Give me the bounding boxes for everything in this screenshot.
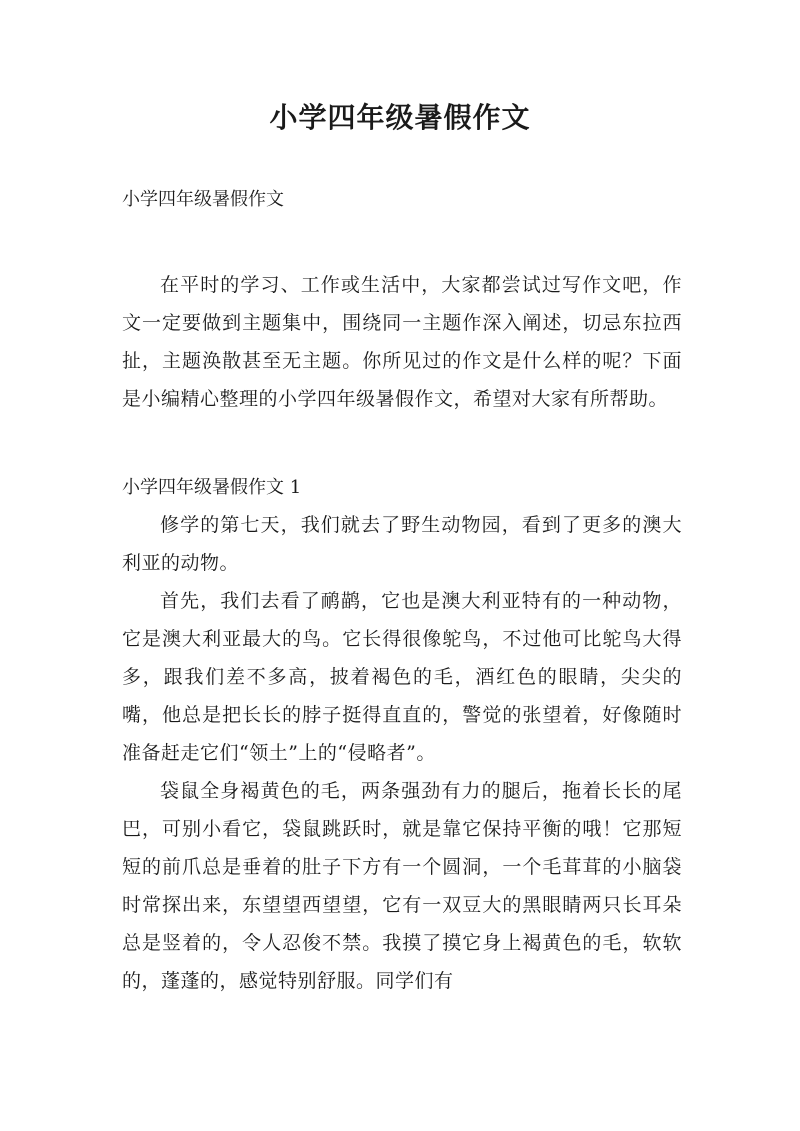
body-paragraph-3: 袋鼠全身褐黄色的毛，两条强劲有力的腿后，拖着长长的尾巴，可别小看它，袋鼠跳跃时，就是靠它保持平衡的哦！它那短短的前爪总是垂着的肚子下方有一个圆洞，一个毛茸茸的小脑袋时常探出来，东望望西望望，它有一双豆大的黑眼睛两只长耳朵总是竖着的，令人忍俊不禁。我摸了摸它身上褐黄色的毛，软软的，蓬蓬的，感觉特别舒服。同学们有 xyxy=(122,780,682,992)
section-heading: 小学四年级暑假作文 1 xyxy=(122,477,302,498)
document-body xyxy=(122,182,682,1000)
body-paragraph-1: 修学的第七天，我们就去了野生动物园，看到了更多的澳大利亚的动物。 xyxy=(122,514,682,574)
spacer xyxy=(122,418,682,470)
document-title: 小学四年级暑假作文 xyxy=(269,101,531,134)
body-paragraph-2: 首先，我们去看了鸸鹋，它也是澳大利亚特有的一种动物，它是澳大利亚最大的鸟。它长得很像鸵鸟，不过他可比鸵鸟大得多，跟我们差不多高，披着褐色的毛，酒红色的眼睛，尖尖的嘴，他总是把长长的脖子挺得直直的，警觉的张望着，好像随时准备赶走它们“领土”上的“侵略者”。 xyxy=(122,590,682,764)
intro-paragraph: 在平时的学习、工作或生活中，大家都尝试过写作文吧，作文一定要做到主题集中，围绕同一主题作深入阐述，切忌东拉西扯，主题涣散甚至无主题。你所见过的作文是什么样的呢？下面是小编精心整理的小学四年级暑假作文，希望对大家有所帮助。 xyxy=(122,274,682,410)
document-subtitle: 小学四年级暑假作文 xyxy=(122,189,284,210)
spacer xyxy=(122,218,682,266)
